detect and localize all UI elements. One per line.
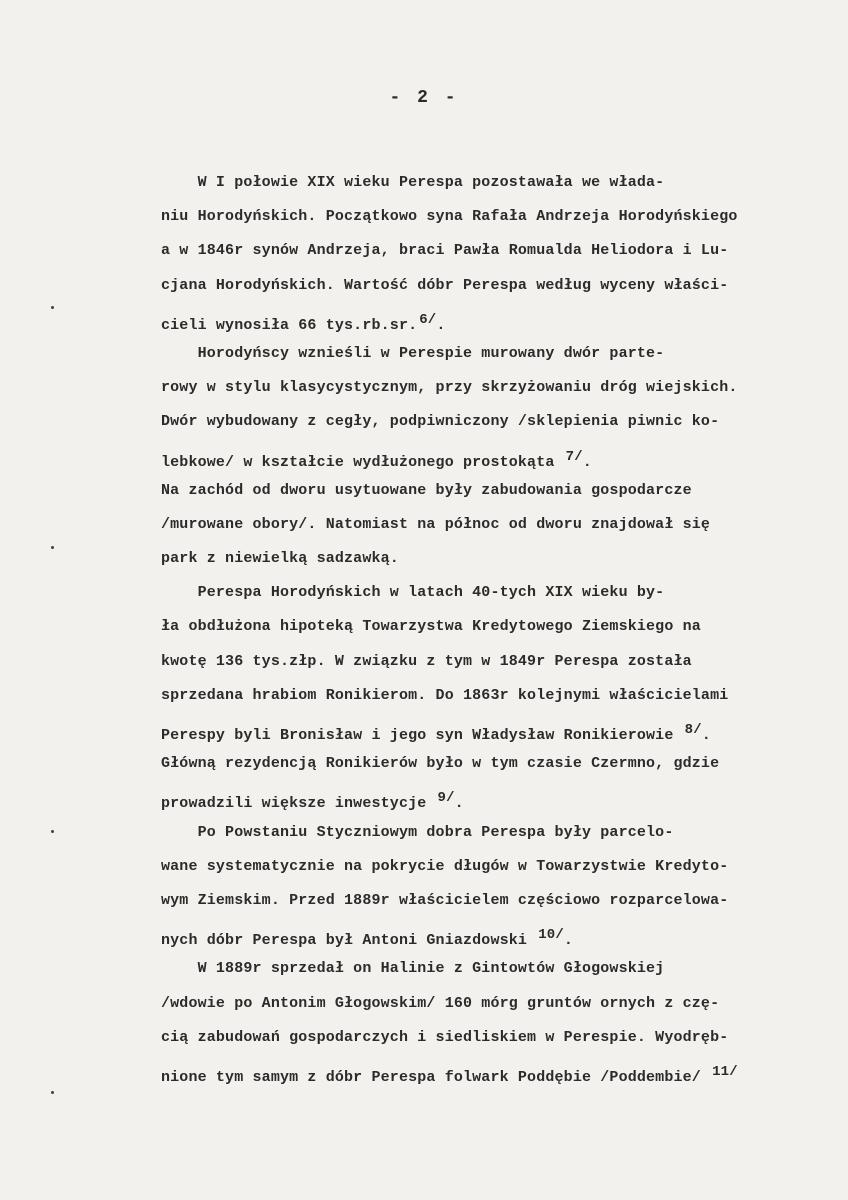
- text-line: [161, 474, 821, 508]
- line-text: wym Ziemskim. Przed 1889r właścicielem częściowo rozparcelowa-: [161, 891, 729, 909]
- line-end-punct: .: [701, 727, 711, 744]
- text-line: [161, 610, 821, 644]
- text-line: [161, 234, 821, 268]
- text-line: [161, 781, 821, 815]
- line-text: park z niewielką sadzawką.: [161, 550, 399, 568]
- line-text: nych dóbr Perespa był Antoni Gniazdowski: [161, 932, 537, 950]
- line-text: Perespa Horodyńskich w latach 40-tych XIX wieku by-: [161, 584, 665, 602]
- line-end-punct: .: [563, 932, 574, 950]
- line-text: /murowane obory/. Natomiast na północ od dworu znajdował się: [161, 515, 711, 533]
- line-end-punct: .: [582, 453, 592, 471]
- text-line: [161, 918, 821, 952]
- footnote-ref: 11/: [712, 1063, 738, 1080]
- footnote-ref: 6/: [419, 311, 437, 328]
- line-text: a w 1846r synów Andrzeja, braci Pawła Romualda Heliodora i Lu-: [161, 242, 729, 260]
- footnote-ref: 9/: [437, 790, 455, 807]
- line-text: wane systematycznie na pokrycie długów w Towarzystwie Kredyto-: [161, 857, 729, 875]
- line-text: rowy w stylu klasycystycznym, przy skrzyżowaniu dróg wiejskich.: [161, 379, 738, 397]
- text-line: [161, 269, 821, 303]
- text-line: [161, 508, 821, 542]
- margin-mark: [51, 546, 54, 549]
- line-end-punct: .: [454, 795, 464, 813]
- text-line: [161, 1021, 821, 1055]
- line-text: cjana Horodyńskich. Wartość dóbr Perespa według wyceny właści-: [161, 276, 729, 294]
- margin-mark: [51, 1091, 54, 1094]
- footnote-ref: 7/: [565, 448, 583, 465]
- text-line: [161, 816, 821, 850]
- line-text: nione tym samym z dóbr Perespa folwark Poddębie /Poddembie/: [161, 1068, 711, 1086]
- text-line: [161, 1055, 821, 1089]
- margin-mark: [51, 830, 54, 833]
- footnote-ref: 10/: [538, 927, 564, 944]
- text-line: [161, 645, 821, 679]
- line-text: /wdowie po Antonim Głogowskim/ 160 mórg gruntów ornych z czę-: [161, 994, 720, 1012]
- text-line: [161, 850, 821, 884]
- line-text: Perespy byli Bronisław i jego syn Władysław Ronikierowie: [161, 727, 683, 744]
- text-line: [161, 440, 821, 474]
- footnote-ref: 8/: [684, 722, 702, 738]
- body-text: [161, 166, 821, 1089]
- line-text: sprzedana hrabiom Ronikierom. Do 1863r kolejnymi właścicielami: [161, 686, 729, 704]
- line-text: niu Horodyńskich. Początkowo syna Rafała Andrzeja Horodyńskiego: [161, 208, 738, 226]
- line-text: Na zachód od dworu usytuowane były zabudowania gospodarcze: [161, 481, 692, 499]
- line-text: prowadzili większe inwestycje: [161, 795, 436, 813]
- line-text: cią zabudowań gospodarczych i siedliskiem w Perespie. Wyodręb-: [161, 1028, 729, 1046]
- text-line: [161, 884, 821, 918]
- line-text: cieli wynosiła 66 tys.rb.sr.: [161, 316, 418, 334]
- text-line: [161, 303, 821, 337]
- line-text: Dwór wybudowany z cegły, podpiwniczony /sklepienia piwnic ko-: [161, 413, 720, 431]
- text-line: [161, 337, 821, 371]
- line-text: Horodyńscy wznieśli w Perespie murowany dwór parte-: [161, 344, 665, 362]
- line-text: Po Powstaniu Styczniowym dobra Perespa były parcelo-: [161, 823, 674, 841]
- text-line: [161, 371, 821, 405]
- text-line: [161, 747, 821, 781]
- line-text: lebkowe/ w kształcie wydłużonego prostokąta: [161, 453, 564, 471]
- text-line: [161, 200, 821, 234]
- text-line: [161, 713, 821, 747]
- line-end-punct: .: [436, 316, 446, 334]
- line-text: kwotę 136 tys.złp. W związku z tym w 1849r Perespa została: [161, 652, 692, 670]
- text-line: [161, 166, 821, 200]
- text-line: [161, 679, 821, 713]
- text-line: [161, 405, 821, 439]
- page-number: - 2 -: [389, 88, 459, 108]
- margin-mark: [51, 306, 54, 309]
- text-line: [161, 576, 821, 610]
- line-text: Główną rezydencją Ronikierów było w tym czasie Czermno, gdzie: [161, 755, 720, 773]
- text-line: [161, 987, 821, 1021]
- text-line: [161, 952, 821, 986]
- line-text: W I połowie XIX wieku Perespa pozostawała we włada-: [161, 174, 665, 191]
- text-line: [161, 542, 821, 576]
- line-text: ła obdłużona hipoteką Towarzystwa Kredytowego Ziemskiego na: [161, 618, 701, 636]
- line-text: W 1889r sprzedał on Halinie z Gintowtów Głogowskiej: [161, 960, 665, 978]
